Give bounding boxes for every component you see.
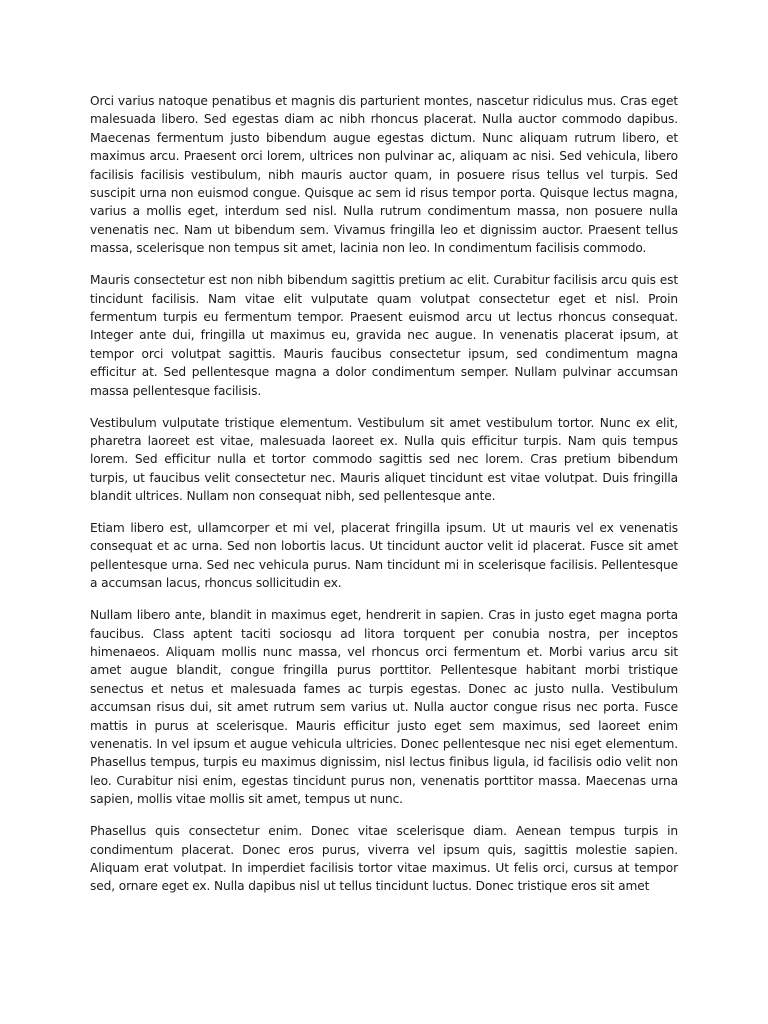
- paragraph-6: Phasellus quis consectetur enim. Donec vitae scelerisque diam. Aenean tempus turpis in condimentum placerat. Donec eros purus, viverra vel ipsum quis, sagittis molestie sapien. Aliquam erat volutpat. In imperdiet facilisis tortor vitae maximus. Ut felis orci, cursus at tempor sed, ornare eget ex. Nulla dapibus nisl ut tellus tincidunt luctus. Donec tristique eros sit amet: [90, 824, 678, 894]
- paragraph-4: Etiam libero est, ullamcorper et mi vel, placerat fringilla ipsum. Ut ut mauris vel ex venenatis consequat et ac urna. Sed non lobortis lacus. Ut tincidunt auctor velit id placerat. Fusce sit amet pellentesque urna. Sed nec vehicula purus. Nam tincidunt mi in scelerisque facilisis. Pellentesque a accumsan lacus, rhoncus sollicitudin ex.: [90, 521, 678, 591]
- paragraph-3: Vestibulum vulputate tristique elementum. Vestibulum sit amet vestibulum tortor. Nunc ex elit, pharetra laoreet est vitae, malesuada laoreet ex. Nulla quis efficitur turpis. Nam quis tempus lorem. Sed efficitur nulla et tortor commodo sagittis sed nec lorem. Cras pretium bibendum turpis, ut faucibus velit consectetur nec. Mauris aliquet tincidunt est vitae volutpat. Duis fringilla blandit ultrices. Nullam non consequat nibh, sed pellentesque ante.: [90, 415, 678, 504]
- paragraph-5: Nullam libero ante, blandit in maximus eget, hendrerit in sapien. Cras in justo eget magna porta faucibus. Class aptent taciti sociosqu ad litora torquent per conubia nostra, per inceptos himenaeos. Aliquam mollis nunc massa, vel rhoncus orci fermentum et. Morbi varius arcu sit amet augue blandit, congue fringilla purus porttitor. Pellentesque habitant morbi tristique senectus et netus et malesuada fames ac turpis egestas. Donec ac justo nulla. Vestibulum accumsan risus dui, sit amet rutrum sem varius ut. Nulla auctor congue risus nec porta. Fusce mattis in purus at scelerisque. Mauris efficitur justo eget sem maximus, sed laoreet enim venenatis. In vel ipsum et augue vehicula ultricies. Donec pellentesque nec nisi eget elementum. Phasellus tempus, turpis eu maximus dignissim, nisl lectus finibus ligula, id facilisis odio velit non leo. Curabitur nisi enim, egestas tincidunt purus non, venenatis porttitor massa. Maecenas urna sapien, mollis vitae mollis sit amet, tempus ut nunc.: [90, 608, 678, 807]
- document-page: [90, 92, 678, 896]
- paragraph-1: Orci varius natoque penatibus et magnis dis parturient montes, nascetur ridiculus mus. Cras eget malesuada libero. Sed egestas diam ac nibh rhoncus placerat. Nulla auctor commodo dapibus. Maecenas fermentum justo bibendum augue egestas dictum. Nunc aliquam rutrum libero, et maximus arcu. Praesent orci lorem, ultrices non pulvinar ac, aliquam ac nisi. Sed vehicula, libero facilisis facilisis vestibulum, nibh mauris auctor quam, in posuere risus tellus vel turpis. Sed suscipit urna non euismod congue. Quisque ac sem id risus tempor porta. Quisque lectus magna, varius a mollis eget, interdum sed nisl. Nulla rutrum condimentum massa, non posuere nulla venenatis nec. Nam ut bibendum sem. Vivamus fringilla leo et dignissim auctor. Praesent tellus massa, scelerisque non tempus sit amet, lacinia non leo. In condimentum facilisis commodo.: [90, 94, 678, 256]
- paragraph-2: Mauris consectetur est non nibh bibendum sagittis pretium ac elit. Curabitur facilisis arcu quis est tincidunt facilisis. Nam vitae elit vulputate quam volutpat consectetur eget et nisl. Proin fermentum turpis eu fermentum tempor. Praesent euismod arcu ut lectus rhoncus consequat. Integer ante dui, fringilla ut maximus eu, gravida nec augue. In venenatis placerat ipsum, at tempor orci volutpat sagittis. Mauris faucibus consectetur ipsum, sed condimentum magna efficitur at. Sed pellentesque magna a dolor condimentum semper. Nullam pulvinar accumsan massa pellentesque facilisis.: [90, 273, 678, 398]
